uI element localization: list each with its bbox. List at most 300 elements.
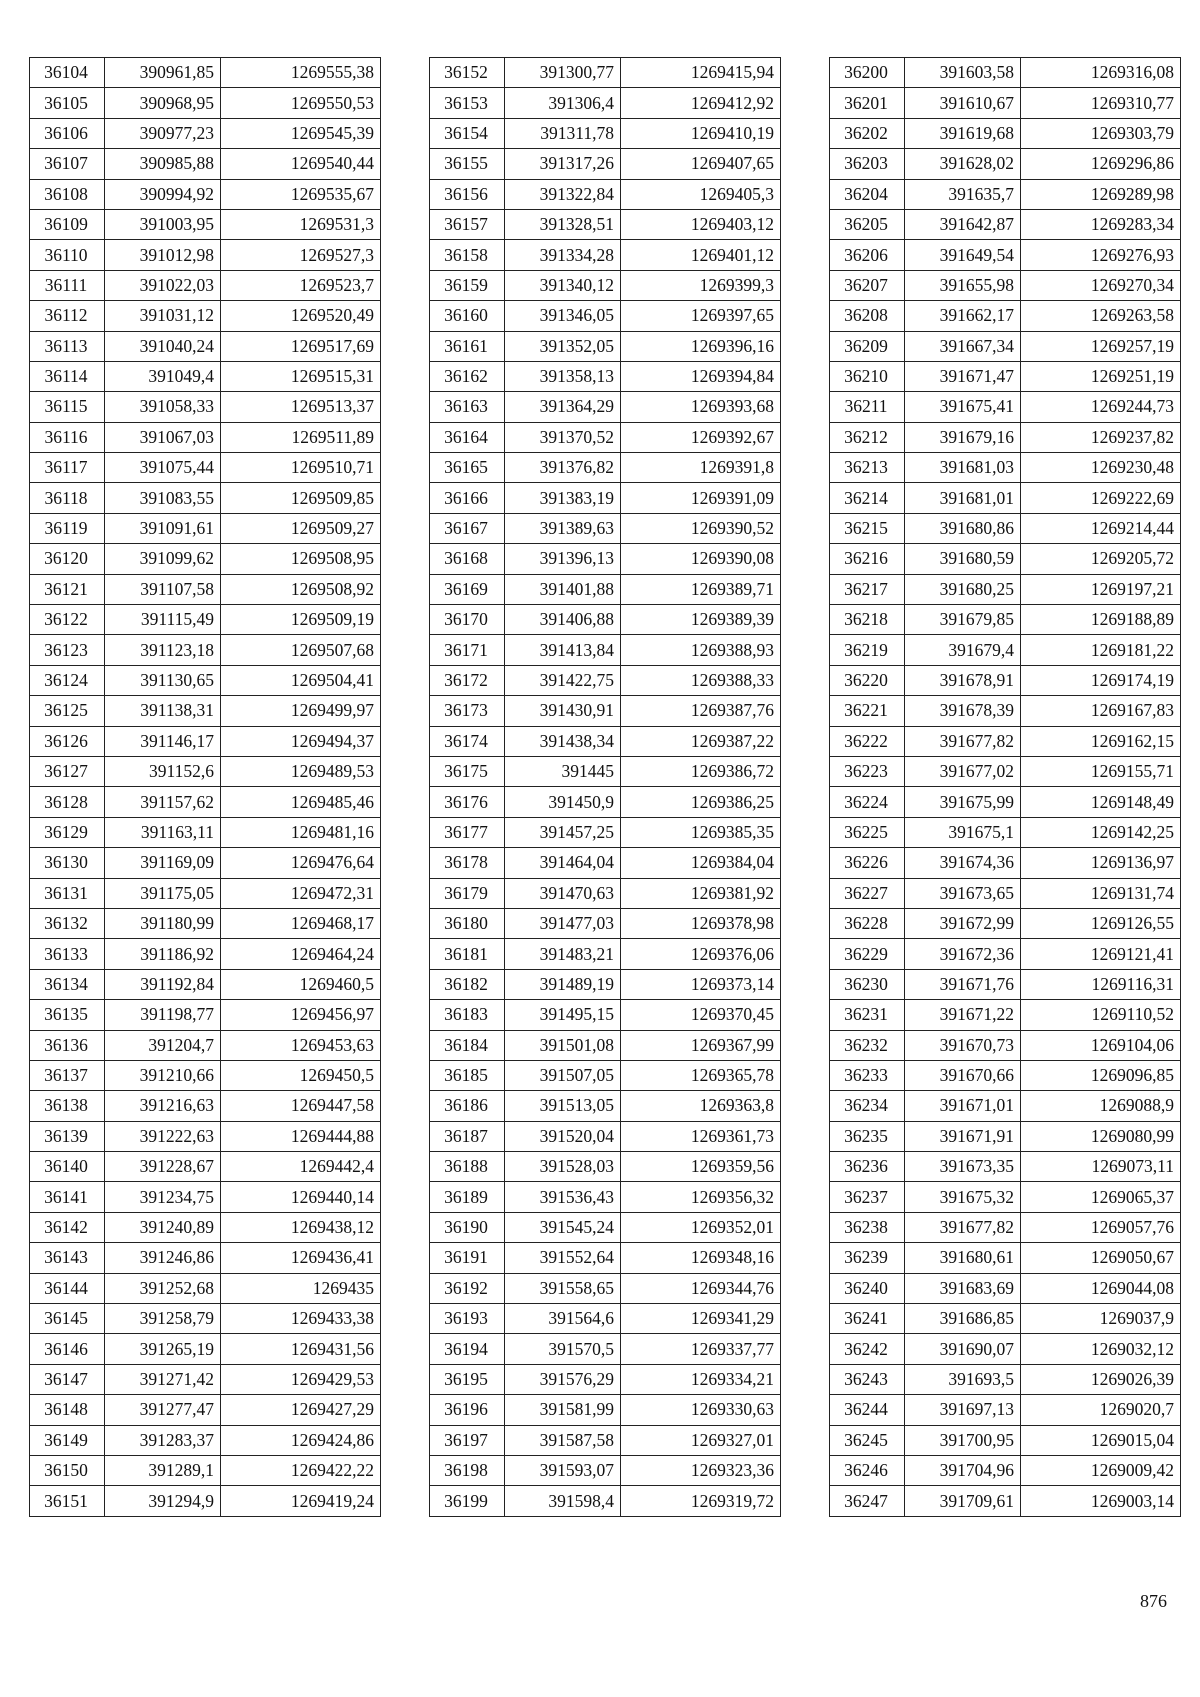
table-row: [830, 756, 1181, 786]
x-coordinate-cell: 391306,4: [505, 88, 621, 118]
table-row: [30, 726, 381, 756]
y-coordinate-cell: 1269509,27: [221, 513, 381, 543]
point-number-cell: 36104: [30, 58, 105, 88]
x-coordinate-cell: 391667,34: [905, 331, 1021, 361]
x-coordinate-cell: 391570,5: [505, 1334, 621, 1364]
x-coordinate-cell: 391674,36: [905, 848, 1021, 878]
point-number-cell: 36176: [430, 787, 505, 817]
y-coordinate-cell: 1269385,35: [621, 817, 781, 847]
point-number-cell: 36247: [830, 1486, 905, 1516]
table-row: [30, 605, 381, 635]
point-number-cell: 36231: [830, 1000, 905, 1030]
y-coordinate-cell: 1269481,16: [221, 817, 381, 847]
point-number-cell: 36108: [30, 179, 105, 209]
table-row: [30, 544, 381, 574]
y-coordinate-cell: 1269392,67: [621, 422, 781, 452]
y-coordinate-cell: 1269148,49: [1021, 787, 1181, 817]
x-coordinate-cell: 391115,49: [105, 605, 221, 635]
table-row: [830, 361, 1181, 391]
table-row: [30, 908, 381, 938]
x-coordinate-cell: 391679,4: [905, 635, 1021, 665]
point-number-cell: 36173: [430, 696, 505, 726]
y-coordinate-cell: 1269429,53: [221, 1364, 381, 1394]
y-coordinate-cell: 1269438,12: [221, 1212, 381, 1242]
point-number-cell: 36158: [430, 240, 505, 270]
table-row: [430, 969, 781, 999]
table-row: [30, 118, 381, 148]
x-coordinate-cell: 391216,63: [105, 1091, 221, 1121]
y-coordinate-cell: 1269384,04: [621, 848, 781, 878]
x-coordinate-cell: 391389,63: [505, 513, 621, 543]
table-row: [30, 58, 381, 88]
table-row: [430, 1486, 781, 1516]
table-row: [430, 422, 781, 452]
table-row: [430, 453, 781, 483]
point-number-cell: 36123: [30, 635, 105, 665]
point-number-cell: 36137: [30, 1060, 105, 1090]
x-coordinate-cell: 391677,82: [905, 726, 1021, 756]
x-coordinate-cell: 390968,95: [105, 88, 221, 118]
table-row: [430, 58, 781, 88]
coordinates-table-3: [829, 57, 1181, 1517]
x-coordinate-cell: 391130,65: [105, 665, 221, 695]
point-number-cell: 36220: [830, 665, 905, 695]
x-coordinate-cell: 391358,13: [505, 361, 621, 391]
table-row: [30, 1060, 381, 1090]
y-coordinate-cell: 1269399,3: [621, 270, 781, 300]
x-coordinate-cell: 391075,44: [105, 453, 221, 483]
table-row: [30, 1030, 381, 1060]
table-row: [830, 878, 1181, 908]
y-coordinate-cell: 1269508,95: [221, 544, 381, 574]
x-coordinate-cell: 391709,61: [905, 1486, 1021, 1516]
x-coordinate-cell: 391271,42: [105, 1364, 221, 1394]
x-coordinate-cell: 391198,77: [105, 1000, 221, 1030]
y-coordinate-cell: 1269319,72: [621, 1486, 781, 1516]
x-coordinate-cell: 390985,88: [105, 149, 221, 179]
x-coordinate-cell: 391157,62: [105, 787, 221, 817]
x-coordinate-cell: 391675,32: [905, 1182, 1021, 1212]
x-coordinate-cell: 391445: [505, 756, 621, 786]
table-row: [30, 848, 381, 878]
x-coordinate-cell: 391655,98: [905, 270, 1021, 300]
table-row: [830, 149, 1181, 179]
point-number-cell: 36162: [430, 361, 505, 391]
table-row: [430, 1060, 781, 1090]
point-number-cell: 36122: [30, 605, 105, 635]
x-coordinate-cell: 391520,04: [505, 1121, 621, 1151]
y-coordinate-cell: 1269468,17: [221, 908, 381, 938]
y-coordinate-cell: 1269237,82: [1021, 422, 1181, 452]
y-coordinate-cell: 1269391,09: [621, 483, 781, 513]
table-row: [830, 1425, 1181, 1455]
table-row: [830, 908, 1181, 938]
point-number-cell: 36185: [430, 1060, 505, 1090]
x-coordinate-cell: 391234,75: [105, 1182, 221, 1212]
y-coordinate-cell: 1269289,98: [1021, 179, 1181, 209]
x-coordinate-cell: 391635,7: [905, 179, 1021, 209]
point-number-cell: 36140: [30, 1152, 105, 1182]
y-coordinate-cell: 1269276,93: [1021, 240, 1181, 270]
x-coordinate-cell: 391396,13: [505, 544, 621, 574]
x-coordinate-cell: 391099,62: [105, 544, 221, 574]
table-row: [30, 1152, 381, 1182]
y-coordinate-cell: 1269263,58: [1021, 301, 1181, 331]
x-coordinate-cell: 391430,91: [505, 696, 621, 726]
y-coordinate-cell: 1269550,53: [221, 88, 381, 118]
x-coordinate-cell: 391376,82: [505, 453, 621, 483]
y-coordinate-cell: 1269419,24: [221, 1486, 381, 1516]
table-row: [430, 118, 781, 148]
x-coordinate-cell: 391383,19: [505, 483, 621, 513]
y-coordinate-cell: 1269540,44: [221, 149, 381, 179]
point-number-cell: 36151: [30, 1486, 105, 1516]
point-number-cell: 36239: [830, 1243, 905, 1273]
point-number-cell: 36150: [30, 1455, 105, 1485]
point-number-cell: 36232: [830, 1030, 905, 1060]
x-coordinate-cell: 391438,34: [505, 726, 621, 756]
x-coordinate-cell: 391138,31: [105, 696, 221, 726]
table-row: [30, 1000, 381, 1030]
point-number-cell: 36202: [830, 118, 905, 148]
y-coordinate-cell: 1269517,69: [221, 331, 381, 361]
x-coordinate-cell: 391678,39: [905, 696, 1021, 726]
y-coordinate-cell: 1269389,71: [621, 574, 781, 604]
table-row: [430, 787, 781, 817]
y-coordinate-cell: 1269510,71: [221, 453, 381, 483]
x-coordinate-cell: 391678,91: [905, 665, 1021, 695]
point-number-cell: 36235: [830, 1121, 905, 1151]
y-coordinate-cell: 1269162,15: [1021, 726, 1181, 756]
point-number-cell: 36132: [30, 908, 105, 938]
point-number-cell: 36228: [830, 908, 905, 938]
point-number-cell: 36214: [830, 483, 905, 513]
table-row: [430, 270, 781, 300]
y-coordinate-cell: 1269378,98: [621, 908, 781, 938]
x-coordinate-cell: 391277,47: [105, 1395, 221, 1425]
x-coordinate-cell: 391680,61: [905, 1243, 1021, 1273]
x-coordinate-cell: 391671,47: [905, 361, 1021, 391]
x-coordinate-cell: 391598,4: [505, 1486, 621, 1516]
point-number-cell: 36203: [830, 149, 905, 179]
table-row: [430, 544, 781, 574]
point-number-cell: 36181: [430, 939, 505, 969]
table-row: [30, 179, 381, 209]
point-number-cell: 36182: [430, 969, 505, 999]
y-coordinate-cell: 1269387,76: [621, 696, 781, 726]
x-coordinate-cell: 391252,68: [105, 1273, 221, 1303]
table-row: [830, 817, 1181, 847]
y-coordinate-cell: 1269073,11: [1021, 1152, 1181, 1182]
point-number-cell: 36230: [830, 969, 905, 999]
x-coordinate-cell: 391175,05: [105, 878, 221, 908]
point-number-cell: 36146: [30, 1334, 105, 1364]
table-row: [30, 1212, 381, 1242]
x-coordinate-cell: 391672,99: [905, 908, 1021, 938]
point-number-cell: 36128: [30, 787, 105, 817]
y-coordinate-cell: 1269065,37: [1021, 1182, 1181, 1212]
point-number-cell: 36225: [830, 817, 905, 847]
y-coordinate-cell: 1269327,01: [621, 1425, 781, 1455]
x-coordinate-cell: 391180,99: [105, 908, 221, 938]
y-coordinate-cell: 1269485,46: [221, 787, 381, 817]
point-number-cell: 36119: [30, 513, 105, 543]
point-number-cell: 36105: [30, 88, 105, 118]
y-coordinate-cell: 1269422,22: [221, 1455, 381, 1485]
point-number-cell: 36246: [830, 1455, 905, 1485]
point-number-cell: 36209: [830, 331, 905, 361]
table-row: [430, 756, 781, 786]
point-number-cell: 36160: [430, 301, 505, 331]
point-number-cell: 36177: [430, 817, 505, 847]
point-number-cell: 36131: [30, 878, 105, 908]
point-number-cell: 36175: [430, 756, 505, 786]
x-coordinate-cell: 391186,92: [105, 939, 221, 969]
table-row: [430, 483, 781, 513]
table-row: [830, 1273, 1181, 1303]
point-number-cell: 36222: [830, 726, 905, 756]
table-row: [830, 118, 1181, 148]
x-coordinate-cell: 391322,84: [505, 179, 621, 209]
point-number-cell: 36242: [830, 1334, 905, 1364]
point-number-cell: 36143: [30, 1243, 105, 1273]
table-row: [30, 817, 381, 847]
x-coordinate-cell: 391671,91: [905, 1121, 1021, 1151]
x-coordinate-cell: 391501,08: [505, 1030, 621, 1060]
table-row: [30, 1395, 381, 1425]
point-number-cell: 36192: [430, 1273, 505, 1303]
y-coordinate-cell: 1269251,19: [1021, 361, 1181, 391]
table-row: [830, 726, 1181, 756]
y-coordinate-cell: 1269205,72: [1021, 544, 1181, 574]
table-row: [430, 301, 781, 331]
y-coordinate-cell: 1269136,97: [1021, 848, 1181, 878]
x-coordinate-cell: 391289,1: [105, 1455, 221, 1485]
table-row: [830, 240, 1181, 270]
y-coordinate-cell: 1269020,7: [1021, 1395, 1181, 1425]
table-row: [430, 848, 781, 878]
table-row: [830, 1060, 1181, 1090]
y-coordinate-cell: 1269456,97: [221, 1000, 381, 1030]
y-coordinate-cell: 1269410,19: [621, 118, 781, 148]
point-number-cell: 36165: [430, 453, 505, 483]
x-coordinate-cell: 391477,03: [505, 908, 621, 938]
point-number-cell: 36114: [30, 361, 105, 391]
table-row: [430, 331, 781, 361]
y-coordinate-cell: 1269447,58: [221, 1091, 381, 1121]
point-number-cell: 36149: [30, 1425, 105, 1455]
point-number-cell: 36245: [830, 1425, 905, 1455]
table-row: [30, 1121, 381, 1151]
table-row: [430, 392, 781, 422]
table-row: [30, 1364, 381, 1394]
x-coordinate-cell: 391507,05: [505, 1060, 621, 1090]
y-coordinate-cell: 1269513,37: [221, 392, 381, 422]
table-row: [30, 331, 381, 361]
x-coordinate-cell: 391152,6: [105, 756, 221, 786]
x-coordinate-cell: 391049,4: [105, 361, 221, 391]
y-coordinate-cell: 1269376,06: [621, 939, 781, 969]
x-coordinate-cell: 391464,04: [505, 848, 621, 878]
x-coordinate-cell: 391558,65: [505, 1273, 621, 1303]
point-number-cell: 36186: [430, 1091, 505, 1121]
point-number-cell: 36152: [430, 58, 505, 88]
x-coordinate-cell: 391677,82: [905, 1212, 1021, 1242]
y-coordinate-cell: 1269387,22: [621, 726, 781, 756]
y-coordinate-cell: 1269003,14: [1021, 1486, 1181, 1516]
x-coordinate-cell: 391680,59: [905, 544, 1021, 574]
x-coordinate-cell: 391040,24: [105, 331, 221, 361]
point-number-cell: 36134: [30, 969, 105, 999]
table-row: [830, 665, 1181, 695]
point-number-cell: 36218: [830, 605, 905, 635]
x-coordinate-cell: 391240,89: [105, 1212, 221, 1242]
table-row: [430, 361, 781, 391]
point-number-cell: 36244: [830, 1395, 905, 1425]
table-row: [830, 635, 1181, 665]
point-number-cell: 36147: [30, 1364, 105, 1394]
y-coordinate-cell: 1269388,33: [621, 665, 781, 695]
x-coordinate-cell: 391107,58: [105, 574, 221, 604]
y-coordinate-cell: 1269442,4: [221, 1152, 381, 1182]
x-coordinate-cell: 391058,33: [105, 392, 221, 422]
table-row: [430, 209, 781, 239]
point-number-cell: 36135: [30, 1000, 105, 1030]
point-number-cell: 36227: [830, 878, 905, 908]
table-row: [830, 392, 1181, 422]
point-number-cell: 36184: [430, 1030, 505, 1060]
table-row: [30, 422, 381, 452]
point-number-cell: 36127: [30, 756, 105, 786]
point-number-cell: 36193: [430, 1304, 505, 1334]
point-number-cell: 36190: [430, 1212, 505, 1242]
x-coordinate-cell: 391587,58: [505, 1425, 621, 1455]
point-number-cell: 36237: [830, 1182, 905, 1212]
y-coordinate-cell: 1269508,92: [221, 574, 381, 604]
y-coordinate-cell: 1269080,99: [1021, 1121, 1181, 1151]
point-number-cell: 36155: [430, 149, 505, 179]
table-row: [430, 1334, 781, 1364]
y-coordinate-cell: 1269476,64: [221, 848, 381, 878]
table-row: [430, 1121, 781, 1151]
y-coordinate-cell: 1269511,89: [221, 422, 381, 452]
x-coordinate-cell: 391311,78: [505, 118, 621, 148]
point-number-cell: 36194: [430, 1334, 505, 1364]
table-row: [30, 1486, 381, 1516]
table-row: [830, 544, 1181, 574]
point-number-cell: 36125: [30, 696, 105, 726]
y-coordinate-cell: 1269361,73: [621, 1121, 781, 1151]
x-coordinate-cell: 391671,01: [905, 1091, 1021, 1121]
x-coordinate-cell: 391012,98: [105, 240, 221, 270]
point-number-cell: 36142: [30, 1212, 105, 1242]
table-row: [430, 939, 781, 969]
x-coordinate-cell: 391528,03: [505, 1152, 621, 1182]
y-coordinate-cell: 1269367,99: [621, 1030, 781, 1060]
x-coordinate-cell: 391283,37: [105, 1425, 221, 1455]
y-coordinate-cell: 1269015,04: [1021, 1425, 1181, 1455]
y-coordinate-cell: 1269283,34: [1021, 209, 1181, 239]
point-number-cell: 36124: [30, 665, 105, 695]
y-coordinate-cell: 1269121,41: [1021, 939, 1181, 969]
x-coordinate-cell: 391683,69: [905, 1273, 1021, 1303]
y-coordinate-cell: 1269370,45: [621, 1000, 781, 1030]
table-row: [30, 1243, 381, 1273]
table-row: [430, 1000, 781, 1030]
point-number-cell: 36243: [830, 1364, 905, 1394]
y-coordinate-cell: 1269050,67: [1021, 1243, 1181, 1273]
table-row: [830, 209, 1181, 239]
x-coordinate-cell: 391489,19: [505, 969, 621, 999]
table-row: [430, 240, 781, 270]
point-number-cell: 36117: [30, 453, 105, 483]
table-row: [430, 1304, 781, 1334]
table-row: [30, 149, 381, 179]
table-row: [430, 179, 781, 209]
x-coordinate-cell: 391704,96: [905, 1455, 1021, 1485]
x-coordinate-cell: 391340,12: [505, 270, 621, 300]
x-coordinate-cell: 391083,55: [105, 483, 221, 513]
table-row: [830, 331, 1181, 361]
x-coordinate-cell: 391679,16: [905, 422, 1021, 452]
x-coordinate-cell: 391671,22: [905, 1000, 1021, 1030]
point-number-cell: 36229: [830, 939, 905, 969]
coordinates-table-1: [29, 57, 381, 1517]
point-number-cell: 36121: [30, 574, 105, 604]
y-coordinate-cell: 1269104,06: [1021, 1030, 1181, 1060]
table-row: [830, 179, 1181, 209]
table-row: [830, 787, 1181, 817]
x-coordinate-cell: 391700,95: [905, 1425, 1021, 1455]
point-number-cell: 36208: [830, 301, 905, 331]
y-coordinate-cell: 1269403,12: [621, 209, 781, 239]
y-coordinate-cell: 1269230,48: [1021, 453, 1181, 483]
table-row: [30, 88, 381, 118]
y-coordinate-cell: 1269464,24: [221, 939, 381, 969]
y-coordinate-cell: 1269427,29: [221, 1395, 381, 1425]
table-row: [430, 605, 781, 635]
table-row: [830, 1212, 1181, 1242]
x-coordinate-cell: 391610,67: [905, 88, 1021, 118]
y-coordinate-cell: 1269527,3: [221, 240, 381, 270]
coordinates-table-2: [429, 57, 781, 1517]
point-number-cell: 36179: [430, 878, 505, 908]
y-coordinate-cell: 1269388,93: [621, 635, 781, 665]
y-coordinate-cell: 1269499,97: [221, 696, 381, 726]
table-row: [430, 1273, 781, 1303]
x-coordinate-cell: 391370,52: [505, 422, 621, 452]
point-number-cell: 36133: [30, 939, 105, 969]
y-coordinate-cell: 1269401,12: [621, 240, 781, 270]
table-row: [830, 88, 1181, 118]
table-row: [830, 605, 1181, 635]
point-number-cell: 36183: [430, 1000, 505, 1030]
x-coordinate-cell: 391576,29: [505, 1364, 621, 1394]
point-number-cell: 36200: [830, 58, 905, 88]
y-coordinate-cell: 1269509,85: [221, 483, 381, 513]
x-coordinate-cell: 391483,21: [505, 939, 621, 969]
x-coordinate-cell: 391352,05: [505, 331, 621, 361]
table-row: [430, 635, 781, 665]
y-coordinate-cell: 1269009,42: [1021, 1455, 1181, 1485]
point-number-cell: 36201: [830, 88, 905, 118]
y-coordinate-cell: 1269433,38: [221, 1304, 381, 1334]
point-number-cell: 36226: [830, 848, 905, 878]
x-coordinate-cell: 391673,35: [905, 1152, 1021, 1182]
table-row: [830, 1030, 1181, 1060]
y-coordinate-cell: 1269155,71: [1021, 756, 1181, 786]
point-number-cell: 36224: [830, 787, 905, 817]
